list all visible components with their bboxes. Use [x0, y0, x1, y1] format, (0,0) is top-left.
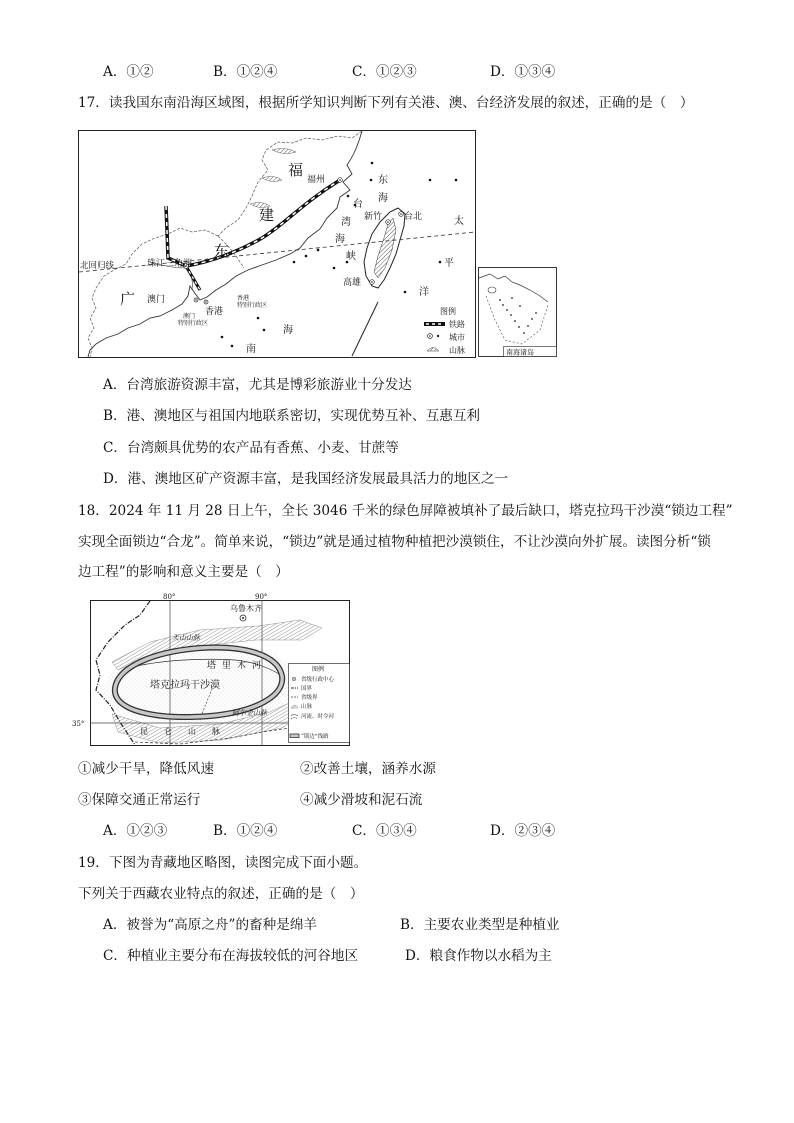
q17-option-a: A．台湾旅游资源丰富，尤其是博彩旅游业十分发达: [103, 377, 412, 393]
legend-title: 图例: [312, 666, 325, 673]
q16-option-c: C．①②③: [352, 64, 417, 80]
label-guangdong-2: 东: [214, 242, 230, 260]
q18-statement-1: ①减少干旱，降低风速: [78, 761, 214, 777]
label-macau-sar-2: 特别行政区: [178, 320, 209, 327]
q18-option-d: D．②③④: [490, 823, 556, 839]
q18-stem-line-3: 边工程”的影响和意义主要是（ ）: [78, 564, 289, 580]
inset-label: 南海诸岛: [506, 348, 534, 357]
label-strait-2: 湾: [341, 217, 351, 228]
q19-option-b: B．主要农业类型是种植业: [400, 917, 560, 933]
label-lon-80: 80°: [163, 593, 176, 601]
label-hongkong: 香港: [205, 307, 224, 317]
label-guangdong-1: 广: [120, 290, 136, 308]
legend-provincial-border: 省级界: [301, 695, 318, 701]
south-china-sea-inset: [479, 268, 557, 357]
q16-option-d: D．①③④: [490, 64, 556, 80]
legend-title: 图例: [440, 307, 456, 316]
label-pacific-1: 太: [454, 216, 464, 227]
label-strait-1: 台: [353, 199, 363, 210]
legend-river: 河流、时令河: [301, 714, 335, 720]
q18-statement-3: ③保障交通正常运行: [78, 792, 201, 808]
q18-option-b: B．①②④: [213, 823, 278, 839]
q16-option-a: A．①②: [103, 64, 154, 80]
q19-question: 下列关于西藏农业特点的叙述，正确的是（ ）: [78, 886, 364, 902]
legend-mountain: 山脉: [449, 346, 465, 355]
q18-option-c: C．①③④: [352, 823, 417, 839]
label-south-sea-1: 南: [246, 344, 256, 355]
label-xinzhu: 新竹: [364, 212, 383, 222]
label-south-sea-2: 海: [283, 325, 293, 336]
taklimakan-map: [70, 590, 360, 750]
q18-statement-2: ②改善土壤，涵养水源: [300, 761, 436, 777]
label-lon-90: 90°: [255, 593, 268, 601]
legend-national-border: 国界: [301, 686, 313, 692]
q17-option-b: B．港、澳地区与祖国内地联系密切，实现优势互补、互惠互利: [103, 408, 481, 424]
q18-option-a: A．①②③: [103, 823, 168, 839]
legend-lock-edge-route: “锁边”线路: [301, 734, 329, 740]
label-lat-35: 35°: [72, 720, 85, 728]
label-pacific-3: 洋: [419, 287, 429, 298]
label-fujian-1: 福: [288, 161, 304, 179]
map-frame: [79, 131, 476, 358]
legend-mountain: 山脉: [301, 704, 313, 710]
label-hk-sar-2: 特别行政区: [237, 302, 268, 309]
label-pearl-delta: 珠江三角洲: [147, 259, 193, 269]
legend-railway: 铁路: [449, 320, 465, 329]
label-altun: 阿尔金山脉: [232, 709, 267, 717]
map-legend: [289, 664, 350, 743]
q16-option-b: B．①②④: [213, 64, 278, 80]
label-strait-4: 峡: [346, 251, 356, 262]
q19-intro: 19．下图为青藏地区略图，读图完成下面小题。: [78, 855, 368, 871]
label-strait-3: 海: [335, 234, 345, 245]
label-urumqi: 乌鲁木齐: [230, 604, 262, 613]
label-tarim-river: 塔里木河: [207, 661, 268, 671]
label-kunlun: 昆仑山脉: [140, 727, 236, 736]
label-fuzhou: 福州: [307, 175, 326, 185]
label-east-sea-1: 东: [378, 175, 388, 186]
label-pacific-2: 平: [444, 258, 454, 269]
legend-capital: 省级行政中心: [301, 677, 335, 683]
label-tropic: 北回归线: [80, 261, 115, 271]
label-gaoxiong: 高雄: [343, 278, 362, 288]
q18-stem-line-1: 18．2024 年 11 月 28 日上午，全长 3046 千米的绿色屏障被填补了最后缺口，塔克拉玛干沙漠“锁边工程”: [78, 503, 733, 519]
q19-option-a: A．被誉为“高原之舟”的畜种是绵羊: [103, 917, 318, 933]
q18-statement-4: ④减少滑坡和泥石流: [300, 792, 423, 808]
legend-city: 城市: [449, 333, 465, 342]
label-fujian-2: 建: [259, 206, 275, 224]
label-tianshan: 天山山脉: [172, 634, 200, 642]
label-macau: 澳门: [147, 295, 166, 305]
label-east-sea-2: 海: [378, 193, 388, 204]
label-taibei: 台北: [404, 212, 423, 222]
q17-option-c: C．台湾颇具优势的农产品有香蕉、小麦、甘蔗等: [103, 440, 399, 456]
q19-option-c: C．种植业主要分布在海拔较低的河谷地区: [103, 948, 359, 964]
southeast-coast-map: [78, 130, 558, 358]
label-desert: 塔克拉玛干沙漠: [150, 680, 220, 691]
q17-stem: 17．读我国东南沿海区域图，根据所学知识判断下列有关港、澳、台经济发展的叙述，正确的是（ ）: [78, 95, 694, 111]
q19-option-d: D．粮食作物以水稻为主: [405, 948, 552, 964]
label-macau-sar-1: 澳门: [183, 313, 196, 320]
q17-option-d: D．港、澳地区矿产资源丰富，是我国经济发展最具活力的地区之一: [103, 471, 509, 487]
q18-stem-line-2: 实现全面锁边“合龙”。简单来说，“锁边”就是通过植物种植把沙漠锁住，不让沙漠向外扩展。读图分析“锁: [78, 534, 711, 550]
label-hk-sar-1: 香港: [237, 295, 250, 302]
